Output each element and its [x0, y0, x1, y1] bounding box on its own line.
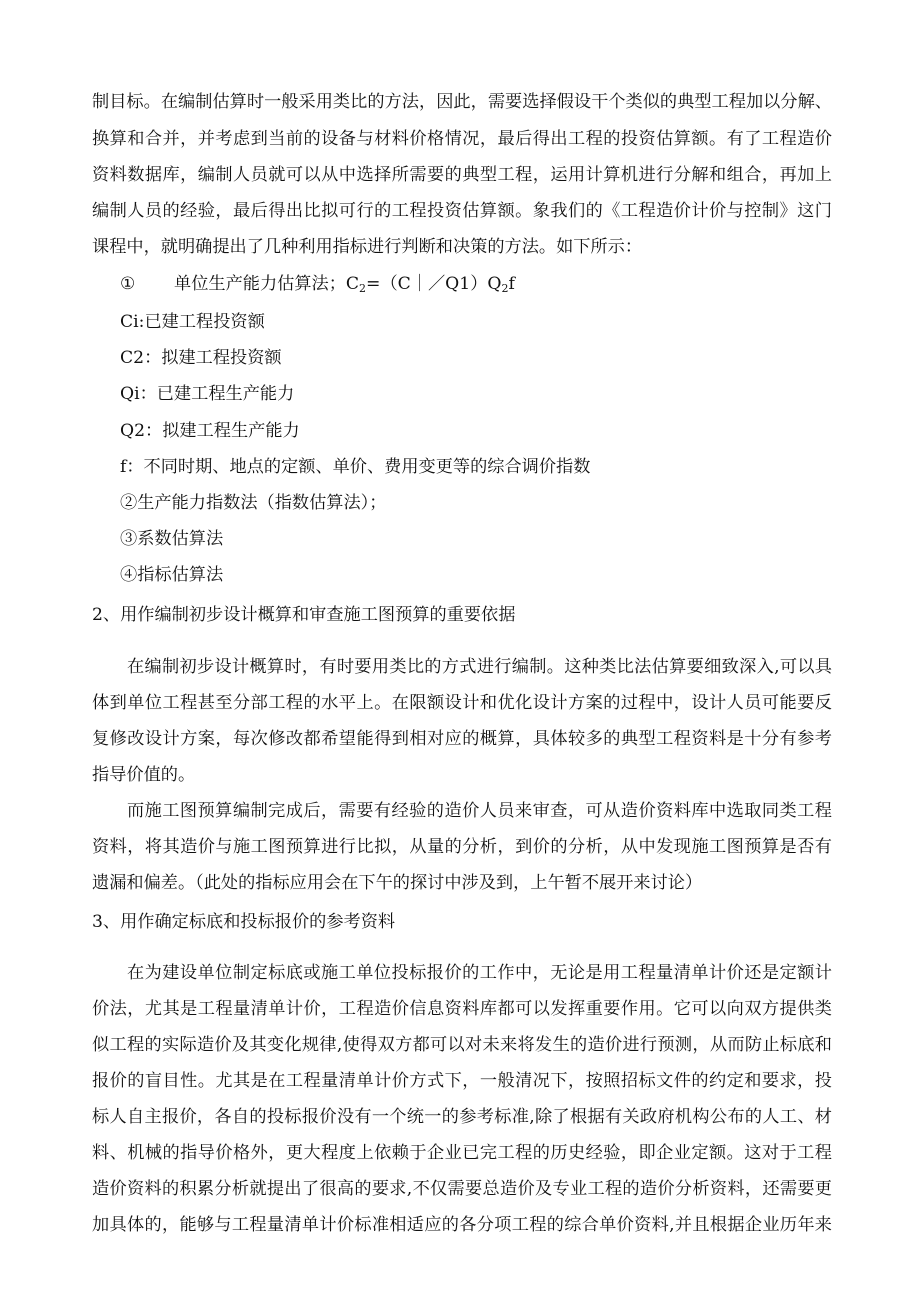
paragraph-line: 加具体的，能够与工程量清单计价标准相适应的各分项工程的综合单价资料,并且根据企业历年来	[92, 1215, 832, 1235]
paragraph-line: 报价的盲目性。尤其是在工程量清单计价方式下，一般清况下，按照招标文件的约定和要求，投	[92, 1071, 832, 1091]
paragraph-line: 标人自主报价，各自的投标报价没有一个统一的参考标准,除了根据有关政府机构公布的人工、材	[92, 1107, 832, 1127]
definition-f: f：不同时期、地点的定额、单价、费用变更等的综合调价指数	[120, 457, 591, 477]
formula-c: C	[345, 274, 360, 294]
paragraph-line: 而施工图预算编制完成后，需要有经验的造价人员来审查，可从造价资料库中选取同类工程	[127, 801, 832, 821]
method-1-marker: ①	[120, 274, 136, 294]
paragraph-line: 指导价值的。	[92, 765, 196, 785]
formula-end: f	[508, 274, 515, 294]
definition-q2: Q2：拟建工程生产能力	[120, 421, 300, 441]
paragraph-line: 造价资料的积累分析就提出了很高的要求,不仅需要总造价及专业工程的造价分析资料，还需要更	[92, 1179, 832, 1199]
paragraph-line: 编制人员的经验，最后得出比拟可行的工程投资估算额。象我们的《工程造价计价与控制》这门	[92, 201, 832, 221]
definition-qi: Qi：已建工程生产能力	[120, 384, 295, 404]
paragraph-line: 体到单位工程甚至分部工程的水平上。在限额设计和优化设计方案的过程中，设计人员可能要反	[92, 693, 832, 713]
paragraph-line: 在为建设单位制定标底或施工单位投标报价的工作中，无论是用工程量清单计价还是定额计	[127, 963, 832, 983]
paragraph-line: 遗漏和偏差。（此处的指标应用会在下午的探讨中涉及到，上午暂不展开来讨论）	[92, 873, 703, 893]
method-1-label: 单位生产能力估算法；	[174, 274, 346, 294]
formula-q-subscript: 2	[501, 282, 509, 295]
paragraph-line: 价法，尤其是工程量清单计价，工程造价信息资料库都可以发挥重要作用。它可以向双方提供类	[92, 999, 832, 1019]
method-4: ④指标估算法	[120, 565, 224, 585]
paragraph-line: 在编制初步设计概算时，有时要用类比的方式进行编制。这种类比法估算要细致深入,可以具	[127, 657, 832, 677]
formula-middle: =（C｜／Q1）Q	[366, 274, 502, 294]
paragraph-line: 似工程的实际造价及其变化规律,使得双方都可以对未来将发生的造价进行预测，从而防止标底和	[92, 1035, 832, 1055]
paragraph-line: 资料数据库，编制人员就可以从中选择所需要的典型工程，运用计算机进行分解和组合，再加上	[92, 165, 832, 185]
method-2: ②生产能力指数法（指数估算法）；	[120, 493, 387, 513]
formula-c-subscript: 2	[359, 282, 367, 295]
paragraph-line: 课程中，就明确提出了几种利用指标进行判断和决策的方法。如下所示：	[92, 237, 643, 257]
paragraph-line: 复修改设计方案，每次修改都希望能得到相对应的概算，具体较多的典型工程资料是十分有参考	[92, 729, 832, 749]
section-3-heading: 3、用作确定标底和投标报价的参考资料	[92, 912, 396, 932]
definition-c2: C2：拟建工程投资额	[120, 348, 282, 368]
method-3: ③系数估算法	[120, 529, 224, 549]
paragraph-line: 制目标。在编制估算时一般采用类比的方法，因此，需要选择假设干个类似的典型工程加以分解、	[92, 92, 832, 112]
method-1-formula	[120, 272, 860, 296]
paragraph-line: 料、机械的指导价格外，更大程度上依赖于企业已完工程的历史经验，即企业定额。这对于工程	[92, 1143, 832, 1163]
definition-ci: Ci:已建工程投资额	[120, 312, 265, 332]
paragraph-line: 换算和合并，并考虑到当前的设备与材料价格情况，最后得出工程的投资估算额。有了工程造价	[92, 129, 832, 149]
paragraph-line: 资料，将其造价与施工图预算进行比拟，从量的分析，到价的分析，从中发现施工图预算是否有	[92, 837, 832, 857]
section-2-heading: 2、用作编制初步设计概算和审查施工图预算的重要依据	[92, 605, 516, 625]
